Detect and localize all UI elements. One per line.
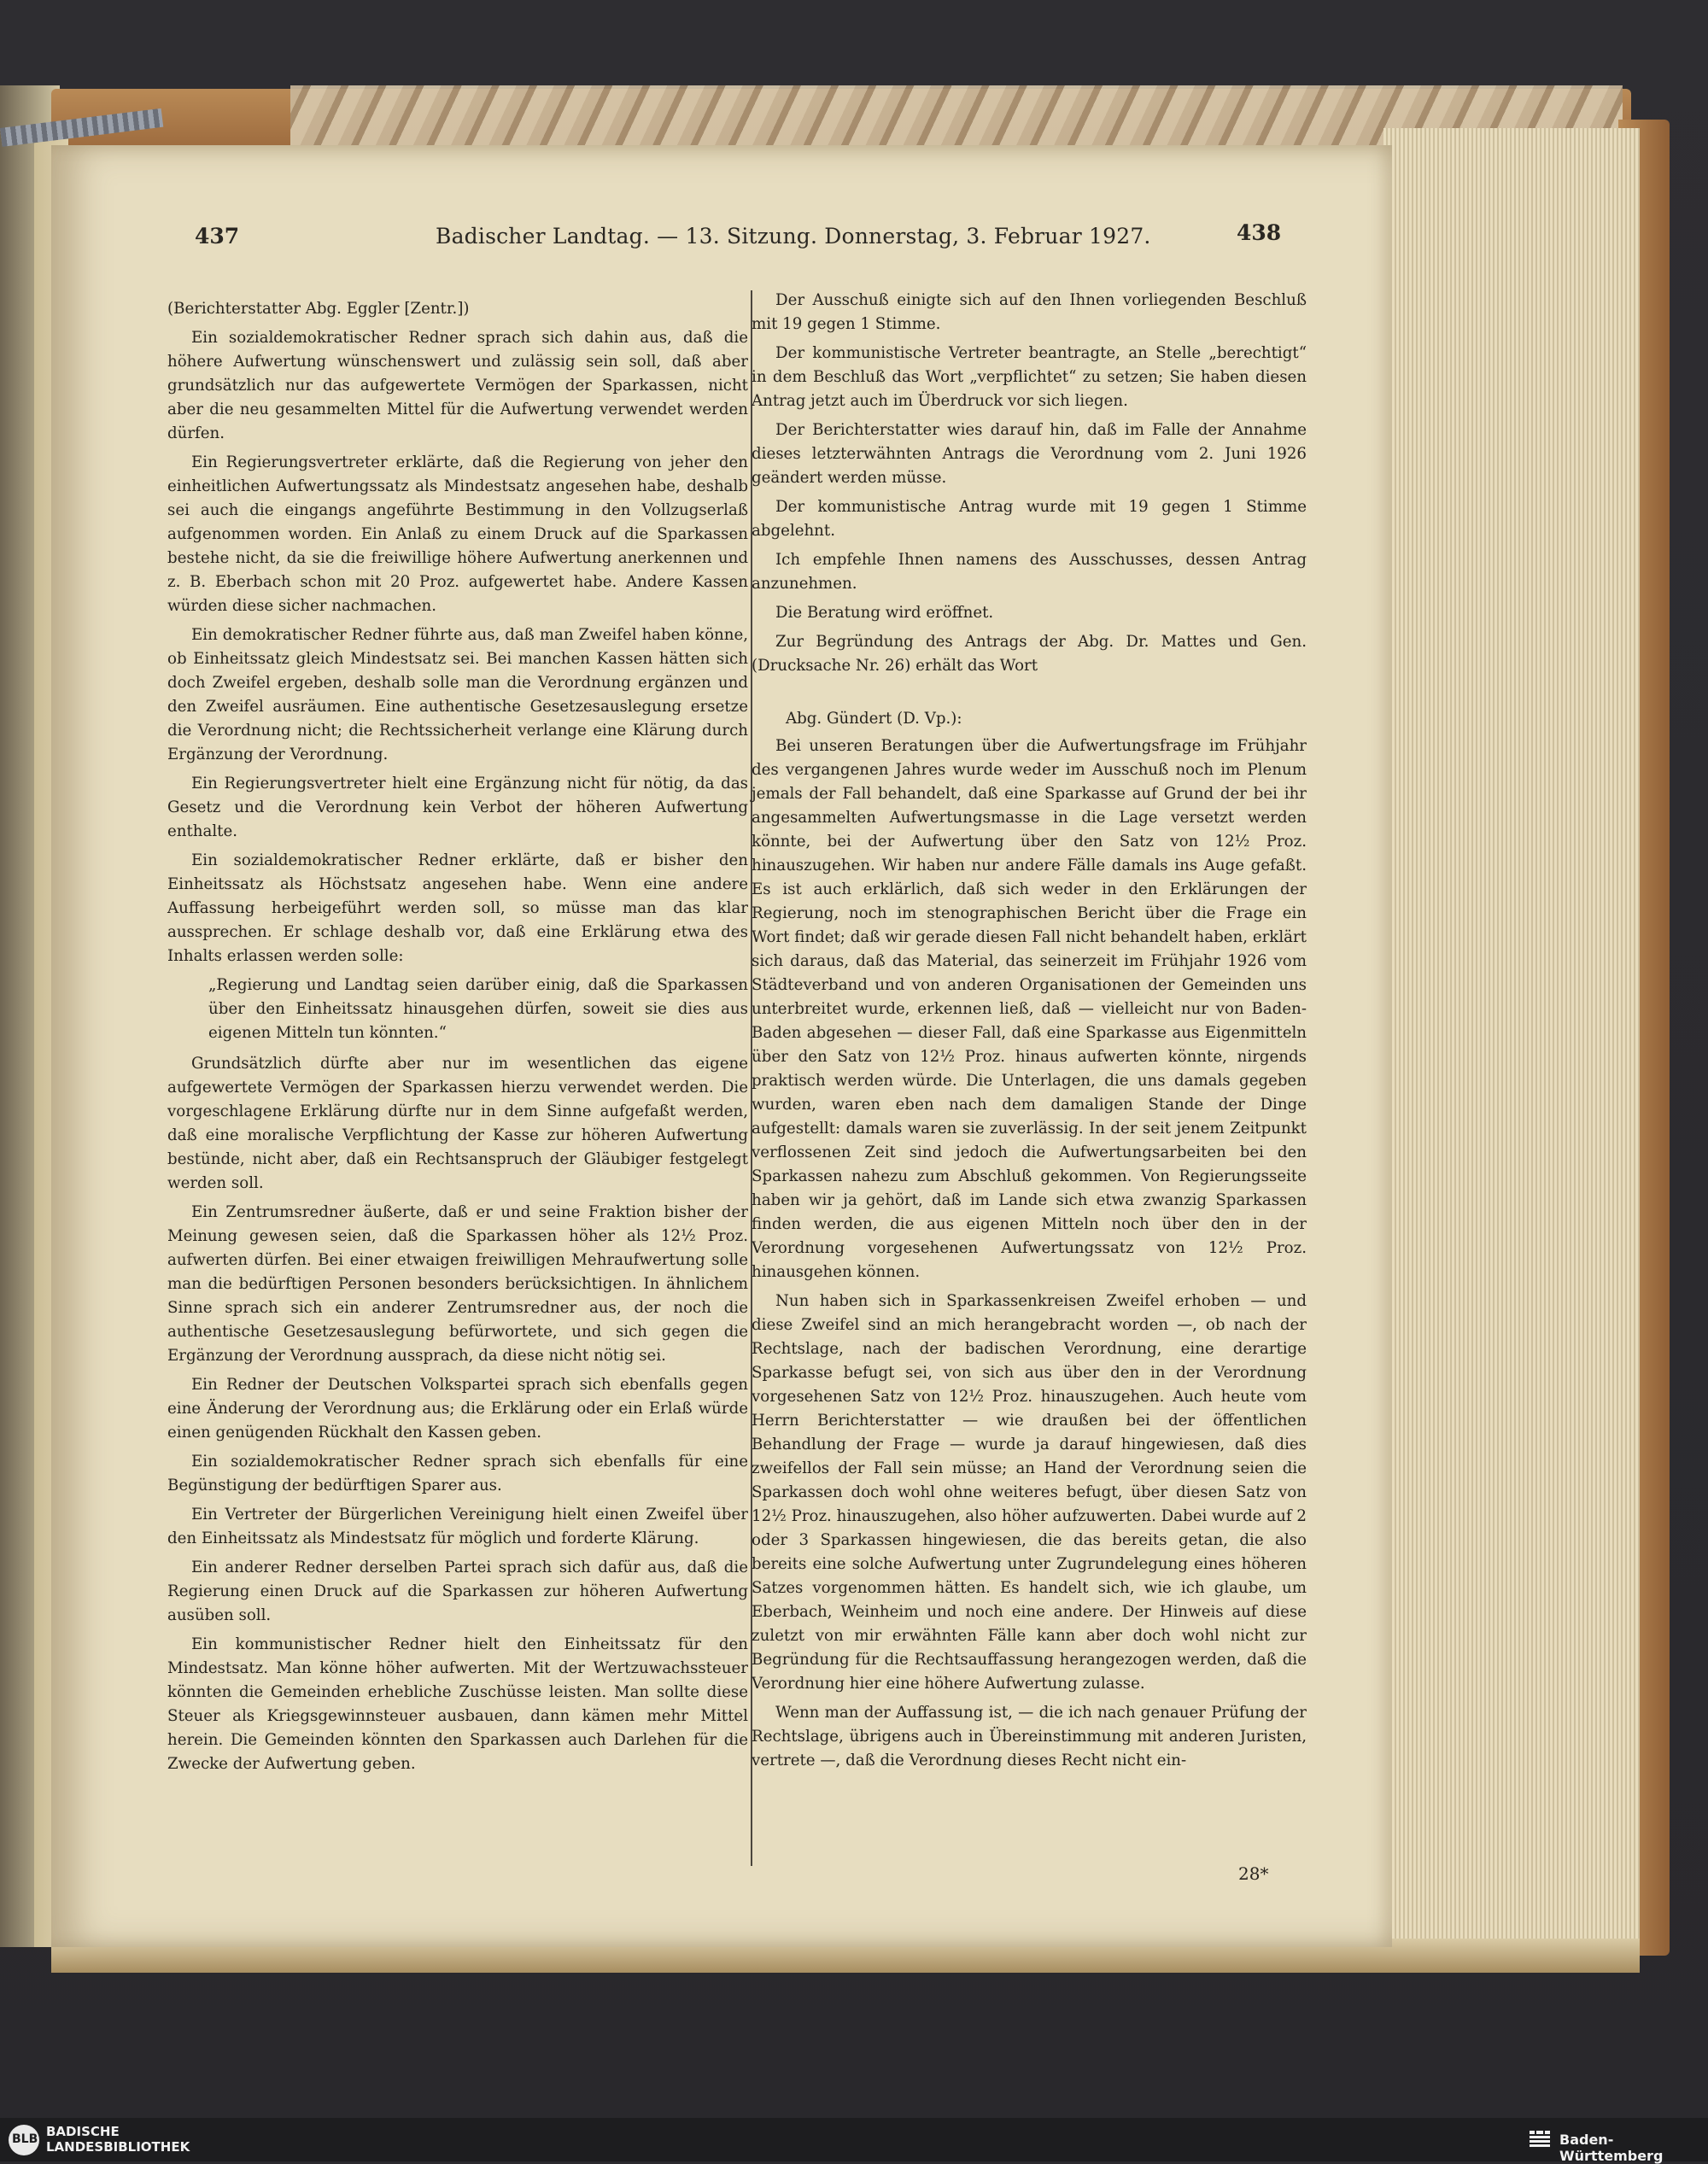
paragraph: Ein Regierungsvertreter erklärte, daß die Regierung von jeher den einheitlichen Aufwertungssatz als Mindestsatz angesehen habe, deshalb sei auch die eingangs angeführte Bestimmung in den Vollzugserlaß aufgenommen worden. Ein Anlaß zu einem Druck auf die Sparkassen bestehe nicht, da sie die freiwillige höhere Aufwertung anerkennen und z. B. Eberbach schon mit 20 Proz. aufgewertet habe. Andere Kassen würden diese sicher nachmachen. xyxy=(167,453,748,615)
state-crest-icon xyxy=(1527,2126,1553,2151)
paragraph: Ein sozialdemokratischer Redner erklärte, daß er bisher den Einheitssatz als Höchstsatz angesehen habe. Wenn eine andere Auffassung herbeigeführt werden soll, so müsse man das klar aussprechen. Er schlage deshalb vor, daß eine Erklärung etwa des Inhalts erlassen werden solle: xyxy=(167,851,748,965)
block-quote: „Regierung und Landtag seien darüber einig, daß die Sparkassen über den Einheitssatz hinausgehen dürfen, soweit sie dies aus eigenen Mitteln tun könnten.“ xyxy=(208,976,748,1042)
page-stack xyxy=(1383,128,1640,1939)
footer-bar xyxy=(0,2118,1708,2161)
paragraph: Ein Regierungsvertreter hielt eine Ergänzung nicht für nötig, da das Gesetz und die Verordnung kein Verbot der höheren Aufwertung enthalte. xyxy=(167,775,748,840)
speaker-heading: Abg. Gündert (D. Vp.): xyxy=(786,710,962,728)
paragraph: Ein Redner der Deutschen Volkspartei sprach sich ebenfalls gegen eine Änderung der Verordnung aus; die Erklärung oder ein Erlaß würde einen genügenden Rückhalt den Kassen geben. xyxy=(167,1376,748,1442)
paragraph: Der Ausschuß einigte sich auf den Ihnen vorliegenden Beschluß mit 19 gegen 1 Stimme. xyxy=(752,291,1307,333)
library-name[interactable] xyxy=(46,2124,190,2155)
speaker-continuation: (Berichterstatter Abg. Eggler [Zentr.]) xyxy=(167,300,470,318)
paragraph: Ein sozialdemokratischer Redner sprach sich ebenfalls für eine Begünstigung der bedürftigen Sparer aus. xyxy=(167,1453,748,1494)
running-title: Badischer Landtag. — 13. Sitzung. Donnerstag, 3. Februar 1927. xyxy=(436,224,1151,249)
paragraph: Nun haben sich in Sparkassenkreisen Zweifel erhoben — und diese Zweifel sind an mich herangebracht worden —, ob nach der Rechtslage, nach der badischen Verordnung, eine derartige Sparkasse befugt sei, von sich aus über den in der Verordnung vorgesehenen Satz von 12½ Proz. hinauszugehen. Auch heute vom Herrn Berichterstatter — wie draußen bei der öffentlichen Behandlung der Frage — wurde ja darauf hingewiesen, daß dies zweifellos der Fall sein müsse; an Hand der Verordnung seien die Sparkassen doch wohl ohne weiteres befugt, über diesen Satz von 12½ Proz. hinauszugehen, also höher aufzuwerten. Dabei wurde auf 2 oder 3 Sparkassen hingewiesen, die das bereits getan, die also bereits eine solche Aufwertung unter Zugrundelegung eines höheren Satzes vorgenommen hätten. Es handelt sich, wie ich glaube, um Eberbach, Weinheim und noch eine andere. Der Hinweis auf diese zuletzt von mir erwähnten Fälle kann aber doch wohl nicht zur Begründung für die Rechtsauffassung herangezogen werden, daß die Verordnung hier eine höhere Aufwertung zulasse. xyxy=(752,1292,1307,1693)
right-column xyxy=(752,289,1307,1778)
paragraph: Ein demokratischer Redner führte aus, daß man Zweifel haben könne, ob Einheitssatz gleich Mindestsatz sei. Bei manchen Kassen hätten sich doch Zweifel ergeben, deshalb solle man die Verordnung ergänzen und den Zweifel ausräumen. Eine authentische Gesetzesauslegung ersetze die Verordnung nicht; die Rechtssicherheit verlange eine Klärung durch Ergänzung der Verordnung. xyxy=(167,626,748,763)
paragraph: Ein Vertreter der Bürgerlichen Vereinigung hielt einen Zweifel über den Einheitssatz als Mindestsatz für möglich und forderte Klärung. xyxy=(167,1506,748,1547)
page-number-left: 437 xyxy=(195,224,240,249)
paragraph: Ein kommunistischer Redner hielt den Einheitssatz für den Mindestsatz. Man könne höher aufwerten. Mit der Wertzuwachssteuer könnten die Gemeinden erhebliche Zuschüsse leisten. Man sollte diese Steuer als Kriegsgewinnsteuer ausbauen, dann kämen mehr Mittel herein. Die Gemeinden könnten den Sparkassen auch Darlehen für die Zwecke der Aufwertung geben. xyxy=(167,1635,748,1773)
paragraph: Der kommunistische Antrag wurde mit 19 gegen 1 Stimme abgelehnt. xyxy=(752,498,1307,540)
page-number-right: 438 xyxy=(1237,220,1282,245)
paragraph: Ein sozialdemokratischer Redner sprach sich dahin aus, daß die höhere Aufwertung wünschenswert und zulässig sein soll, daß aber grundsätzlich nur das aufgewertete Vermögen der Sparkassen, nicht aber die neu gesammelten Mittel für die Aufwertung verwendet werden dürfen. xyxy=(167,329,748,442)
paragraph: Wenn man der Auffassung ist, — die ich nach genauer Prüfung der Rechtslage, übrigens auch in Übereinstimmung mit anderen Juristen, vertrete —, daß die Verordnung dieses Recht nicht ein- xyxy=(752,1704,1307,1769)
library-name-line2: LANDESBIBLIOTHEK xyxy=(46,2139,190,2155)
signature-mark: 28* xyxy=(1238,1863,1269,1884)
state-name[interactable]: Baden-Württemberg xyxy=(1559,2132,1664,2164)
paragraph: Die Beratung wird eröffnet. xyxy=(775,604,994,622)
library-logo-text: BLB xyxy=(12,2132,38,2146)
paragraph: Bei unseren Beratungen über die Aufwertungsfrage im Frühjahr des vergangenen Jahres wurde weder im Ausschuß noch im Plenum jemals der Fall behandelt, daß eine Sparkasse auf Grund der bei ihr angesammelten Aufwertungsmasse in die Lage versetzt werden könnte, bei der Aufwertung über den Satz von 12½ Proz. hinauszugehen. Wir haben nur andere Fälle damals ins Auge gefaßt. Es ist auch erklärlich, daß sich weder in den Erklärungen der Regierung, noch im stenographischen Bericht über die Frage ein Wort findet; daß wir gerade diesen Fall nicht behandelt haben, erklärt sich daraus, daß das Material, das seinerzeit im Frühjahr 1926 vom Städteverband und von anderen Organisationen der Gemeinden uns unterbreitet wurde, erkennen ließ, daß — vielleicht nur von Baden-Baden abgesehen — dieser Fall, daß eine Sparkasse aus Eigenmitteln über den Satz von 12½ Proz. hinaus aufwerten könnte, nirgends praktisch werden würde. Die Unterlagen, die uns damals gegeben wurden, waren eben nach dem damaligen Stande der Dinge aufgestellt: damals waren sie zuverlässig. In der seit jenem Zeitpunkt verflossenen Zeit sind jedoch die Aufwertungsarbeiten bei den Sparkassen nahezu zum Abschluß gekommen. Von Regierungsseite haben wir ja gehört, daß im Lande sich etwa zwanzig Sparkassen finden werden, die aus eigenen Mitteln noch über den in der Verordnung vorgesehenen Aufwertungssatz von 12½ Proz. hinausgehen können. xyxy=(752,737,1307,1281)
paragraph: Ich empfehle Ihnen namens des Ausschusses, dessen Antrag anzunehmen. xyxy=(752,551,1307,593)
left-column xyxy=(167,297,748,1781)
paragraph: Der Berichterstatter wies darauf hin, daß im Falle der Annahme dieses letzterwähnten Antrags die Verordnung vom 2. Juni 1926 geändert werden müsse. xyxy=(752,421,1307,487)
paragraph: Ein anderer Redner derselben Partei sprach sich dafür aus, daß die Regierung einen Druck auf die Sparkassen zur höheren Aufwertung ausüben soll. xyxy=(167,1559,748,1624)
library-name-line1: BADISCHE xyxy=(46,2124,120,2139)
paragraph: Der kommunistische Vertreter beantragte, an Stelle „berechtigt“ in dem Beschluß das Wort „verpflichtet“ zu setzen; Sie haben diesen Antrag jetzt auch im Überdruck vor sich liegen. xyxy=(752,344,1307,410)
paragraph: Zur Begründung des Antrags der Abg. Dr. Mattes und Gen. (Drucksache Nr. 26) erhält das Wort xyxy=(752,633,1307,675)
paragraph: Ein Zentrumsredner äußerte, daß er und seine Fraktion bisher der Meinung gewesen seien, daß die Sparkassen höher als 12½ Proz. aufwerten dürfen. Bei einer etwaigen freiwilligen Mehraufwertung solle man die bedürftigen Personen besonders berücksichtigen. In ähnlichem Sinne sprach sich ein anderer Zentrumsredner aus, der noch die authentische Gesetzesauslegung befürwortete, und sich gegen die Ergänzung der Verordnung aussprach, da diese nicht nötig sei. xyxy=(167,1203,748,1365)
paragraph: Grundsätzlich dürfte aber nur im wesentlichen das eigene aufgewertete Vermögen der Sparkassen hierzu verwendet werden. Die vorgeschlagene Erklärung dürfte nur in dem Sinne aufgefaßt werden, daß eine moralische Verpflichtung der Kasse zur höheren Aufwertung bestünde, nicht aber, daß ein Rechtsanspruch der Gläubiger festgelegt werden soll. xyxy=(167,1055,748,1192)
